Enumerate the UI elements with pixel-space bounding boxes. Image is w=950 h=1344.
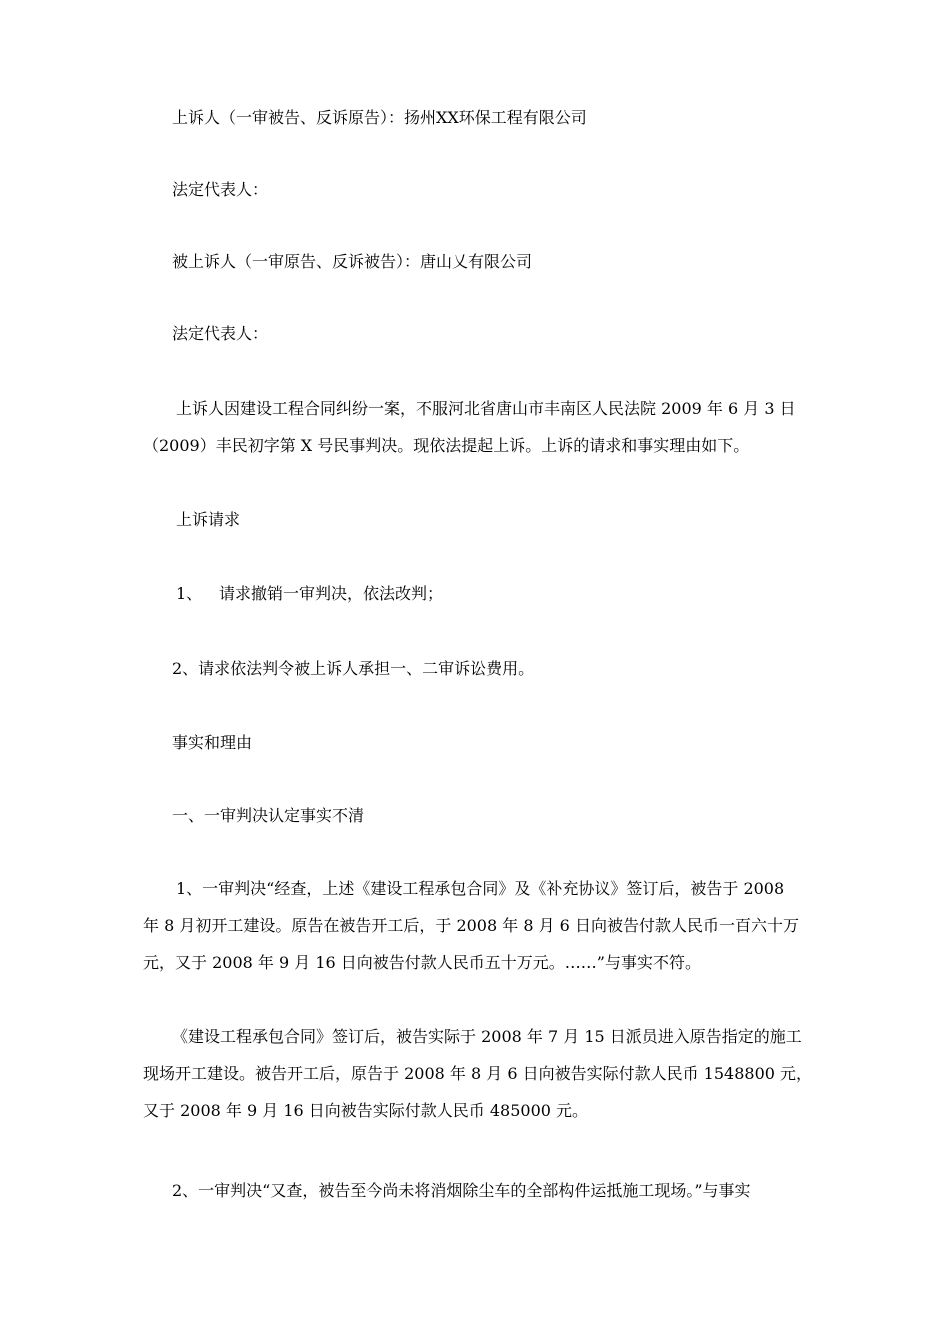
paragraph-2-line-1: 《建设工程承包合同》签订后，被告实际于 2008 年 7 月 15 日派员进入原告指定的施工: [172, 1027, 802, 1046]
request-1-text: 请求撤销一审判决，依法改判；: [219, 584, 444, 603]
paragraph-1-line-1: 1、一审判决“经查，上述《建设工程承包合同》及《补充协议》签订后，被告于 2008: [176, 879, 785, 898]
request-1-number: 1、: [176, 584, 203, 603]
intro-paragraph-line-2: （2009）丰民初字第 X 号民事判决。现依法提起上诉。上诉的请求和事实理由如下。: [143, 436, 750, 455]
appellant-representative-line: 法定代表人：: [172, 180, 269, 199]
request-2: 2、请求依法判令被上诉人承担一、二审诉讼费用。: [172, 659, 535, 678]
paragraph-2-line-3: 又于 2008 年 9 月 16 日向被告实际付款人民币 485000 元。: [143, 1101, 589, 1120]
facts-heading: 事实和理由: [172, 733, 253, 752]
intro-paragraph-line-1: 上诉人因建设工程合同纠纷一案，不服河北省唐山市丰南区人民法院 2009 年 6 月 3 日: [176, 399, 796, 418]
paragraph-1-line-3: 元，又于 2008 年 9 月 16 日向被告付款人民币五十万元。……”与事实不符。: [143, 953, 701, 972]
appellee-representative-line: 法定代表人：: [172, 324, 269, 343]
appellee-line: 被上诉人（一审原告、反诉被告）：唐山乂有限公司: [172, 252, 533, 271]
paragraph-3-line-1: 2、一审判决“又查，被告至今尚未将消烟除尘车的全部构件运抵施工现场。”与事实: [172, 1181, 751, 1200]
requests-heading: 上诉请求: [176, 510, 241, 529]
paragraph-1-line-2: 年 8 月初开工建设。原告在被告开工后，于 2008 年 8 月 6 日向被告付款人民币一百六十万: [143, 916, 799, 935]
section-1-heading: 一、一审判决认定事实不清: [172, 806, 365, 825]
paragraph-2-line-2: 现场开工建设。被告开工后，原告于 2008 年 8 月 6 日向被告实际付款人民币 1548800 元，: [143, 1064, 813, 1083]
appellant-line: 上诉人（一审被告、反诉原告）：扬州XX环保工程有限公司: [172, 108, 587, 127]
